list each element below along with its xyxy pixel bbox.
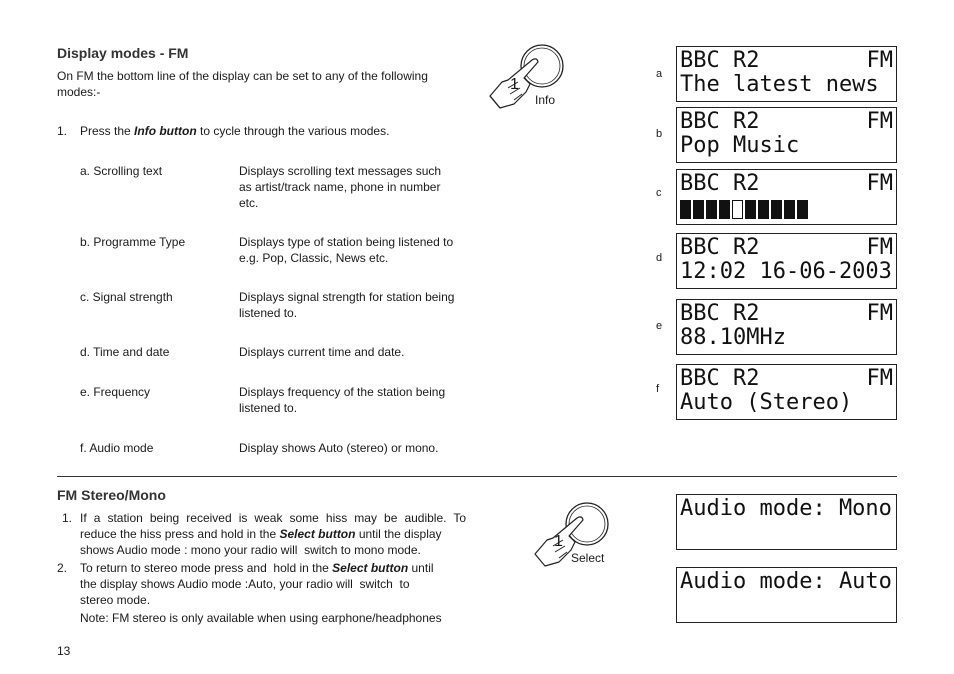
lcd-line-1 <box>680 49 893 73</box>
mode-name: d. Time and date <box>80 345 170 359</box>
stereo-item-2 <box>80 560 466 608</box>
display-letter-label: a <box>656 68 663 80</box>
signal-bar-filled <box>745 200 756 219</box>
intro-line-2: modes:- <box>57 85 101 99</box>
mode-name: e. Frequency <box>80 385 151 399</box>
lcd-station: BBC R2 <box>680 301 760 326</box>
lcd-band: FM <box>866 48 893 73</box>
lcd-line-2: Pop Music <box>680 133 800 158</box>
signal-bar-empty <box>732 200 743 219</box>
lcd-audio-mode-mono <box>676 494 897 550</box>
stereo-item-1-line-3: shows Audio mode : mono your radio will switch to mono mode. <box>80 543 421 557</box>
lcd-line-2: Auto (Stereo) <box>680 390 853 415</box>
mode-description <box>239 344 469 360</box>
stereo-item-2-number: 2. <box>57 561 68 575</box>
lcd-audio-auto-text: Audio mode: Auto <box>680 569 892 594</box>
stereo-item-1-post: until the display <box>355 527 442 541</box>
lcd-display-a <box>676 46 897 102</box>
lcd-station: BBC R2 <box>680 366 760 391</box>
display-letter-label: b <box>656 128 663 140</box>
mode-name: b. Programme Type <box>80 235 186 249</box>
signal-bar-filled <box>693 200 704 219</box>
lcd-band: FM <box>866 109 893 134</box>
signal-strength-bars <box>680 200 808 219</box>
mode-description <box>239 289 469 321</box>
select-button-ref-1: Select button <box>279 527 356 541</box>
lcd-line-2: The latest news <box>680 72 879 97</box>
stereo-item-1-number: 1. <box>62 511 73 525</box>
info-button-ref: Info button <box>134 124 197 138</box>
select-icon-label: Select <box>571 551 605 565</box>
lcd-audio-mono-text: Audio mode: Mono <box>680 496 892 521</box>
display-letter-label: e <box>656 320 663 332</box>
lcd-line-1 <box>680 367 893 391</box>
stereo-item-2-line-3: stereo mode. <box>80 593 151 607</box>
lcd-station: BBC R2 <box>680 109 760 134</box>
stereo-item-1-line-2 <box>80 526 466 542</box>
lcd-line-2 <box>680 196 893 220</box>
lcd-station: BBC R2 <box>680 171 760 196</box>
lcd-station: BBC R2 <box>680 48 760 73</box>
mode-description <box>239 163 469 211</box>
step-1-pre: Press the <box>80 124 135 138</box>
select-button-ref-2: Select button <box>332 561 409 575</box>
mode-description-line: Displays scrolling text messages such <box>239 164 442 178</box>
intro-line-1: On FM the bottom line of the display can be set to any of the following <box>57 69 428 83</box>
mode-description-line: Display shows Auto (stereo) or mono. <box>239 441 439 455</box>
display-letter-label: f <box>656 383 660 395</box>
lcd-display-d <box>676 233 897 289</box>
mode-description-line: Displays frequency of the station being <box>239 385 446 399</box>
page-number: 13 <box>57 644 71 658</box>
lcd-line-1 <box>680 110 893 134</box>
mode-description-line: etc. <box>239 196 259 210</box>
lcd-band: FM <box>866 235 893 260</box>
stereo-item-2-post: until <box>408 561 434 575</box>
lcd-display-f <box>676 364 897 420</box>
lcd-line-1 <box>680 302 893 326</box>
stereo-item-1-line-1: If a station being received is weak some hiss may be audible. To <box>80 511 466 525</box>
lcd-band: FM <box>866 171 893 196</box>
signal-bar-filled <box>797 200 808 219</box>
info-icon-number: 1 <box>510 76 519 93</box>
stereo-item-2-line-1 <box>80 560 466 576</box>
signal-bar-filled <box>784 200 795 219</box>
stereo-item-2-pre: To return to stereo mode press and hold in the <box>80 561 333 575</box>
mode-description-line: Displays signal strength for station being <box>239 290 455 304</box>
mode-description-line: Displays current time and date. <box>239 345 405 359</box>
mode-description-line: listened to. <box>239 306 298 320</box>
lcd-line-2: 88.10MHz <box>680 325 786 350</box>
stereo-item-1 <box>80 510 466 558</box>
step-1-number: 1. <box>57 124 68 138</box>
mode-description-line: listened to. <box>239 401 298 415</box>
lcd-line-2: 12:02 16-06-2003 <box>680 259 892 284</box>
mode-name: f. Audio mode <box>80 441 154 455</box>
section-divider <box>57 476 897 477</box>
lcd-display-b <box>676 107 897 163</box>
mode-description-line: Displays type of station being listened to <box>239 235 454 249</box>
intro-text <box>57 68 428 100</box>
signal-bar-filled <box>680 200 691 219</box>
mode-description <box>239 384 469 416</box>
section-title-display-modes: Display modes - FM <box>57 45 189 61</box>
lcd-band: FM <box>866 301 893 326</box>
mode-name: a. Scrolling text <box>80 164 163 178</box>
signal-bar-filled <box>706 200 717 219</box>
mode-description <box>239 440 469 456</box>
lcd-display-c <box>676 169 897 225</box>
display-letter-label: d <box>656 252 663 264</box>
section-title-stereo-mono: FM Stereo/Mono <box>57 487 166 503</box>
lcd-band: FM <box>866 366 893 391</box>
signal-bar-filled <box>719 200 730 219</box>
lcd-line-1 <box>680 172 893 196</box>
mode-name: c. Signal strength <box>80 290 173 304</box>
step-1-post: to cycle through the various modes. <box>196 124 390 138</box>
mode-description <box>239 234 469 266</box>
mode-description-line: e.g. Pop, Classic, News etc. <box>239 251 389 265</box>
lcd-station: BBC R2 <box>680 235 760 260</box>
info-icon-label: Info <box>535 93 556 107</box>
signal-bar-filled <box>758 200 769 219</box>
select-icon-number: 1 <box>554 533 563 550</box>
lcd-display-e <box>676 299 897 355</box>
step-1-text <box>80 123 389 139</box>
signal-bar-filled <box>771 200 782 219</box>
stereo-item-2-line-2: the display shows Audio mode :Auto, your radio will switch to <box>80 577 410 591</box>
stereo-item-1-pre: reduce the hiss press and hold in the <box>80 527 280 541</box>
lcd-line-1 <box>680 236 893 260</box>
display-letter-label: c <box>656 187 662 199</box>
mode-description-line: as artist/track name, phone in number <box>239 180 441 194</box>
lcd-audio-mode-auto <box>676 567 897 623</box>
stereo-note: Note: FM stereo is only available when using earphone/headphones <box>80 611 442 625</box>
